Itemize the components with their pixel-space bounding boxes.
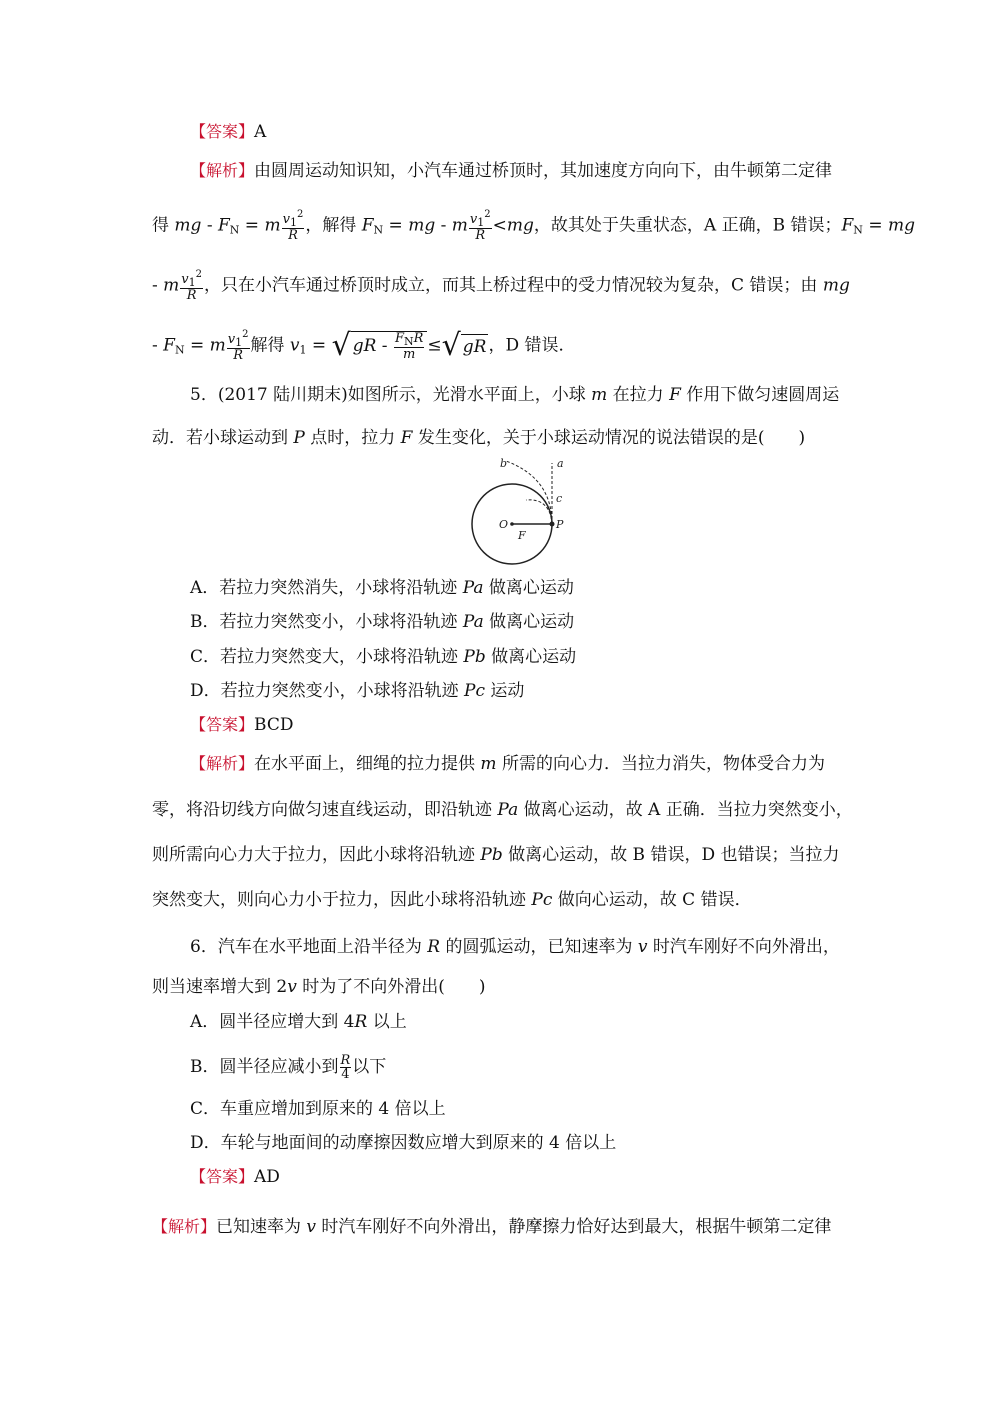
math: m: [163, 275, 180, 296]
text: 得: [152, 215, 175, 236]
text: -: [435, 215, 452, 236]
math: v: [227, 332, 236, 347]
math: v: [181, 272, 189, 287]
text: 以下: [352, 1057, 387, 1077]
text: 发生变化，关于小球运动情况的说法错误的是( ): [412, 428, 806, 448]
text: 做离心运动: [483, 612, 575, 632]
analysis-line-1: [190, 159, 832, 183]
q5-analysis-line-4: [152, 888, 752, 912]
q5-stem-line-2: [152, 426, 805, 450]
text: ，只在小汽车通过桥顶时成立，而其上桥过程中的受力情况较为复杂，C 错误；由: [204, 275, 823, 296]
label-b: b: [500, 457, 508, 470]
ball-dot: [550, 522, 555, 527]
text: ，D 错误．: [488, 335, 576, 356]
math: F: [394, 331, 404, 346]
text: 做向心运动，故 C 错误．: [552, 890, 752, 910]
analysis-tag: 【解析】: [190, 161, 255, 180]
math: mg: [887, 215, 915, 236]
q5-option-c: [190, 645, 576, 669]
text: =: [862, 215, 888, 236]
text: 在水平面上，细绳的拉力提供: [254, 754, 481, 774]
analysis-tag: 【解析】: [152, 1217, 217, 1236]
math: P: [293, 428, 305, 448]
fraction: [469, 210, 492, 242]
text: 动．若小球运动到: [152, 428, 294, 448]
math: v: [306, 1217, 317, 1237]
text: 突然变大，则向心力小于拉力，因此小球将沿轨迹: [152, 890, 532, 910]
q6-stem-line-1: [190, 935, 840, 959]
text: 则当速率增大到 2: [152, 977, 288, 997]
math: mg: [506, 215, 534, 236]
math-sup: 2: [195, 269, 203, 280]
label-O: O: [499, 518, 509, 531]
text: =: [239, 215, 265, 236]
math: m: [264, 215, 281, 236]
text: A．若拉力突然消失，小球将沿轨迹: [190, 578, 463, 598]
math: R: [475, 228, 486, 243]
sqrt-body: [461, 334, 489, 359]
text: 解得: [250, 335, 290, 356]
text: B．若拉力突然变小，小球将沿轨迹: [190, 612, 463, 632]
text: C．若拉力突然变大，小球将沿轨迹: [190, 647, 464, 667]
text: ≤: [427, 335, 442, 356]
math: F: [217, 215, 230, 236]
text: 已知速率为: [216, 1217, 307, 1237]
text: 做离心运动: [483, 578, 574, 598]
answer-tag: 【答案】: [190, 122, 255, 141]
math: m: [209, 335, 226, 356]
path-c: [526, 500, 552, 524]
fraction: [340, 1054, 352, 1081]
text: =: [383, 215, 409, 236]
math: m: [451, 215, 468, 236]
text: ，解得: [305, 215, 362, 236]
text: 的圆弧运动，已知速率为: [440, 937, 638, 957]
text: B．圆半径应减小到: [190, 1057, 339, 1077]
label-a: a: [557, 457, 564, 470]
math-sup: 2: [242, 329, 249, 340]
math: F: [163, 335, 175, 356]
math: Pc: [531, 890, 553, 910]
math: v: [469, 212, 478, 227]
text: 做离心运动: [485, 647, 577, 667]
text: =: [184, 335, 210, 356]
math: R: [427, 937, 441, 957]
math: mg: [408, 215, 436, 236]
q6-stem-line-2: [152, 975, 486, 999]
math: R: [354, 1012, 368, 1032]
math: v: [282, 212, 290, 227]
radical-sign: √: [331, 328, 351, 363]
math: F: [841, 215, 854, 236]
analysis-line-3: [152, 270, 850, 302]
math: m: [480, 754, 497, 774]
answer-value: AD: [254, 1167, 280, 1187]
answer-value: BCD: [254, 715, 294, 735]
q6-option-b: [190, 1054, 386, 1081]
text: 时为了不向外滑出( ): [296, 977, 486, 997]
math: Pc: [464, 681, 486, 701]
text: 零，将沿切线方向做匀速直线运动，即沿轨迹: [152, 800, 498, 820]
q5-option-d: [190, 679, 524, 703]
text: 点时，拉力: [304, 428, 401, 448]
text: -: [201, 215, 218, 236]
q5-analysis-line-2: [152, 798, 853, 822]
text: A．圆半径应增大到 4: [190, 1012, 355, 1032]
q6-analysis-line-1: [152, 1215, 831, 1239]
text: C．车重应增加到原来的 4 倍以上: [190, 1099, 446, 1119]
text: 则所需向心力大于拉力，因此小球将沿轨迹: [152, 845, 481, 865]
fraction: [227, 330, 250, 362]
math-sub: N: [373, 223, 384, 237]
fraction: [282, 210, 305, 242]
label-F: F: [518, 529, 526, 542]
math: mg: [822, 275, 850, 296]
text: 做离心运动，故 A 正确．当拉力突然变小，: [518, 800, 853, 820]
math: m: [403, 347, 416, 362]
text: D．若拉力突然变小，小球将沿轨迹: [190, 681, 465, 701]
math: Pb: [480, 845, 503, 865]
text: 由圆周运动知识知，小汽车通过桥顶时，其加速度方向向下，由牛顿第二定律: [254, 161, 833, 181]
math: R: [288, 228, 298, 243]
figure-svg: [466, 453, 576, 569]
q5-option-b: [190, 610, 574, 634]
math-sub: 1: [235, 336, 243, 349]
label-P: P: [556, 518, 564, 531]
math: v: [287, 977, 297, 997]
text: 作用下做匀速圆周运: [680, 385, 840, 405]
fraction: [180, 270, 203, 302]
text: 运动: [485, 681, 525, 701]
text: 时汽车刚好不向外滑出，静摩擦力恰好达到最大，根据牛顿第二定律: [316, 1217, 832, 1237]
text: D．车轮与地面间的动摩擦因数应增大到原来的 4 倍以上: [190, 1133, 617, 1153]
math: mg: [174, 215, 202, 236]
circular-motion-figure: [466, 453, 576, 573]
text: -: [152, 335, 164, 356]
center-dot: [510, 522, 514, 526]
text: 时汽车刚好不向外滑出，: [647, 937, 840, 957]
math: R: [233, 348, 244, 363]
math: Pa: [497, 800, 519, 820]
radical-sign: √: [441, 328, 461, 363]
q5-answer-line: [190, 713, 293, 737]
q5-analysis-line-3: [152, 843, 839, 867]
text: <: [492, 215, 507, 236]
text: -: [152, 275, 164, 296]
q6-option-a: [190, 1010, 407, 1034]
math-sup: 2: [296, 209, 304, 220]
analysis-line-4: [152, 330, 576, 363]
text: -: [376, 336, 393, 356]
q6-option-d: [190, 1131, 616, 1155]
math-sub: N: [853, 223, 863, 237]
text: 在拉力: [607, 385, 670, 405]
math: F: [361, 215, 374, 236]
math-sub: 1: [477, 216, 485, 229]
text: =: [306, 335, 332, 356]
text: 以上: [367, 1012, 407, 1032]
text: 做离心运动，故 B 错误，D 也错误；当拉力: [502, 845, 840, 865]
path-b: [506, 461, 552, 524]
math: Pb: [463, 647, 486, 667]
sqrt-body: [351, 331, 428, 361]
q5-option-a: [190, 576, 574, 600]
math: F: [669, 385, 681, 405]
math-sub: N: [174, 343, 185, 357]
math-sub: 1: [299, 343, 307, 357]
answer-tag: 【答案】: [190, 1167, 255, 1186]
math: R: [186, 288, 197, 303]
math: m: [591, 385, 608, 405]
q6-option-c: [190, 1097, 446, 1121]
math-sub: N: [403, 335, 414, 348]
math: Pa: [462, 578, 484, 598]
math: Pa: [462, 612, 484, 632]
math: 4: [341, 1067, 350, 1082]
text: 所需的向心力．当拉力消失，物体受合力为: [496, 754, 825, 774]
fraction: [394, 332, 424, 361]
analysis-line-2: [152, 210, 915, 243]
text: 5．(2017 陆川期末)如图所示，光滑水平面上，小球: [190, 385, 592, 405]
analysis-tag: 【解析】: [190, 754, 255, 773]
math-sub: N: [229, 223, 240, 237]
label-c: c: [556, 492, 563, 505]
math: R: [413, 331, 424, 346]
math-sub: 1: [289, 216, 297, 229]
math: R: [340, 1053, 351, 1068]
math-sub: 1: [188, 276, 196, 289]
math: gR: [462, 336, 487, 357]
answer-tag: 【答案】: [190, 715, 255, 734]
math-sup: 2: [484, 209, 491, 220]
q5-analysis-line-1: [190, 752, 825, 776]
text: 6．汽车在水平地面上沿半径为: [190, 937, 428, 957]
answer-line-1: [190, 120, 266, 144]
q6-answer-line: [190, 1165, 280, 1189]
text: ，故其处于失重状态，A 正确，B 错误；: [533, 215, 842, 236]
math: v: [289, 335, 300, 356]
math: gR: [352, 336, 377, 356]
answer-value: A: [254, 122, 267, 142]
q5-stem-line-1: [190, 383, 839, 407]
math: F: [400, 428, 413, 448]
math: v: [637, 937, 648, 957]
